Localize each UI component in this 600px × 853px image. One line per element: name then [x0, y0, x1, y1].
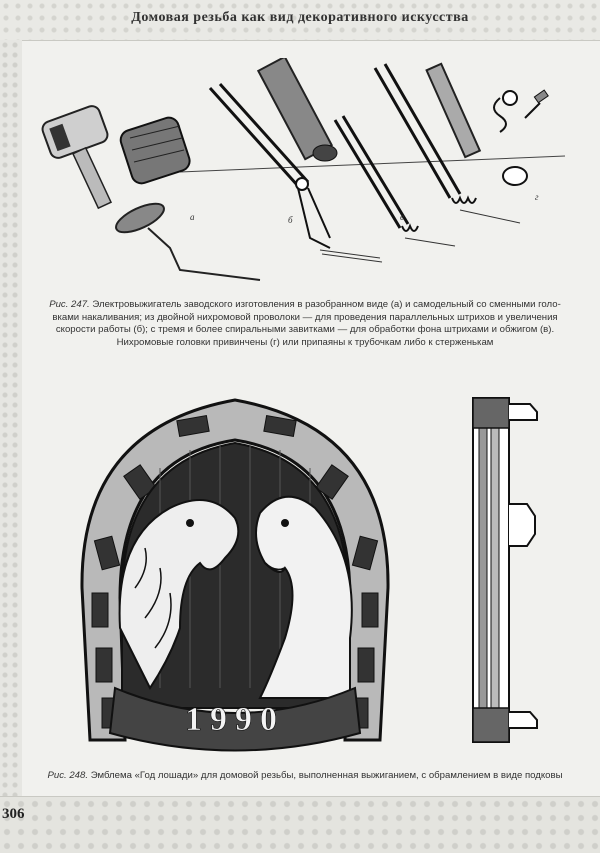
letter-b: б [288, 215, 293, 225]
letter-v: в [400, 212, 404, 222]
figure-247-label: Рис. 247. [49, 299, 90, 310]
figure-247-caption-line-1: Электровыжигатель заводского изготовления в разобранном виде (а) и самодельный со сменными голо- [92, 299, 561, 310]
figure-248-caption [40, 770, 570, 783]
running-head: Домовая резьба как вид декоративного искусства [131, 10, 469, 25]
spiral-burner-icon [335, 64, 520, 246]
figure-248-label: Рис. 248. [47, 770, 89, 781]
letter-g: г [535, 192, 539, 202]
ornament-border-bottom [0, 796, 600, 853]
figure-247-caption-line-4: Нихромовые головки привинчены (г) или припаяны к трубочкам либо к стерженькам [116, 336, 494, 348]
figure-248-side-section [465, 394, 545, 746]
double-wire-burner-icon [210, 58, 382, 262]
page-number: 306 [2, 806, 25, 822]
emblem-year: 1990 [185, 701, 285, 738]
ornament-border-left [0, 40, 22, 810]
figure-248-caption-text: Эмблема «Год лошади» для домовой резьбы, выполненная выжиганием, с обрамлением в виде подковы [90, 770, 563, 781]
figure-247-illustration [30, 58, 570, 290]
figure-247-caption-line-2: вками накаливания; из двойной нихромовой проволоки — для проведения параллельных штрихов и увеличения [52, 311, 558, 323]
letter-a: а [190, 212, 195, 222]
figure-248-horseshoe-emblem [60, 388, 410, 756]
factory-burner-icon [40, 104, 260, 280]
figure-247-caption-line-3: скорости работы (б); с тремя и более спиральными завитками — для обработки фона штрихами и обжигом (в). [55, 324, 555, 335]
figure-247-caption [40, 299, 570, 349]
